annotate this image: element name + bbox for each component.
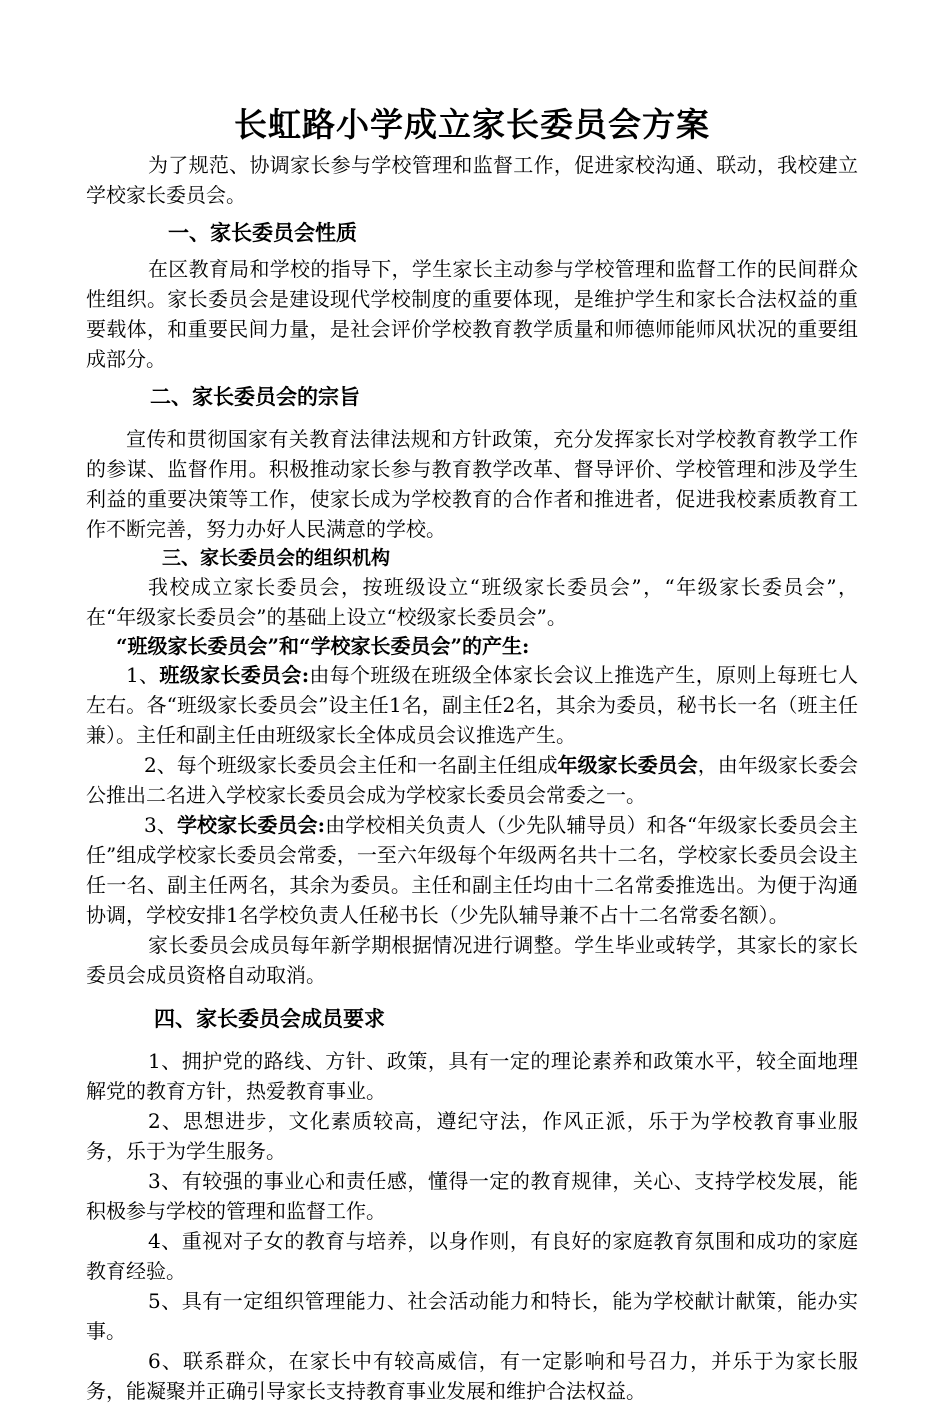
item-1-prefix: 1、 xyxy=(126,663,160,687)
document-title: 长虹路小学成立家长委员会方案 xyxy=(234,105,710,144)
section-3-subheading: “班级家长委员会”和“学校家长委员会”的产生: xyxy=(116,634,530,658)
section-2-heading: 二、家长委员会的宗旨 xyxy=(150,385,360,409)
section-3-item-1 xyxy=(86,660,858,750)
requirement-item: 5、具有一定组织管理能力、社会活动能力和特长，能为学校献计献策，能办实事。 xyxy=(86,1289,858,1343)
requirement-item: 6、联系群众，在家长中有较高威信，有一定影响和号召力，并乐于为家长服务，能凝聚并正确引导家长支持教育事业发展和维护合法权益。 xyxy=(86,1349,858,1403)
section-2-body: 宣传和贯彻国家有关教育法律法规和方针政策，充分发挥家长对学校教育教学工作的参谋、监督作用。积极推动家长参与教育教学改革、督导评价、学校管理和涉及学生利益的重要决策等工作，使家长成为学校教育的合作者和推进者，促进我校素质教育工作不断完善，努力办好人民满意的学校。 xyxy=(86,427,858,541)
section-3-heading: 三、家长委员会的组织机构 xyxy=(162,547,391,569)
item-2-prefix: 2、每个班级家长委员会主任和一名副主任组成 xyxy=(144,753,558,777)
item-3-prefix: 3、 xyxy=(144,813,177,837)
section-3-closing: 家长委员会成员每年新学期根据情况进行调整。学生毕业或转学，其家长的家长委员会成员资格自动取消。 xyxy=(86,933,858,987)
requirement-item: 3、有较强的事业心和责任感，懂得一定的教育规律，关心、支持学校发展，能积极参与学校的管理和监督工作。 xyxy=(86,1169,858,1223)
item-3-bold-label: 学校家长委员会: xyxy=(176,813,326,837)
section-3-item-2 xyxy=(86,750,858,810)
section-1-heading: 一、家长委员会性质 xyxy=(168,221,357,245)
section-3-body: 我校成立家长委员会，按班级设立“班级家长委员会”，“年级家长委员会”，在“年级家长委员会”的基础上设立“校级家长委员会”。 xyxy=(86,575,858,629)
section-4-heading: 四、家长委员会成员要求 xyxy=(154,1007,385,1031)
item-1-text: 由每个班级在班级全体家长会议上推选产生，原则上每班七人左右。各“班级家长委员会”设主任1名，副主任2名，其余为委员，秘书长一名（班主任兼）。主任和副主任由班级家长全体成员会议推选产生。 xyxy=(86,663,858,747)
item-2-bold-label: 年级家长委员会 xyxy=(557,753,698,777)
section-1-body: 在区教育局和学校的指导下，学生家长主动参与学校管理和监督工作的民间群众性组织。家长委员会是建设现代学校制度的重要体现，是维护学生和家长合法权益的重要载体，和重要民间力量，是社会评价学校教育教学质量和师德师能师风状况的重要组成部分。 xyxy=(86,257,858,371)
item-3-text: 由学校相关负责人（少先队辅导员）和各“年级家长委员会主任”组成学校家长委员会常委，一至六年级每个年级两名共十二名，学校家长委员会设主任一名、副主任两名，其余为委员。主任和副主任均由十二名常委推选出。为便于沟通协调，学校安排1名学校负责人任秘书长（少先队辅导兼不占十二名常委名额）。 xyxy=(86,813,858,927)
intro-paragraph: 为了规范、协调家长参与学校管理和监督工作，促进家校沟通、联动，我校建立学校家长委员会。 xyxy=(86,153,858,207)
requirement-item: 2、思想进步，文化素质较高，遵纪守法，作风正派，乐于为学校教育事业服务，乐于为学生服务。 xyxy=(86,1109,858,1163)
requirement-item: 4、重视对子女的教育与培养，以身作则，有良好的家庭教育氛围和成功的家庭教育经验。 xyxy=(86,1229,858,1283)
item-1-bold-label: 班级家长委员会: xyxy=(159,663,310,687)
section-3-item-3 xyxy=(86,810,858,930)
requirement-item: 1、拥护党的路线、方针、政策，具有一定的理论素养和政策水平，较全面地理解党的教育方针，热爱教育事业。 xyxy=(86,1049,858,1103)
item-2-text: ，由年级家长委会公推出二名进入学校家长委员会成为学校家长委员会常委之一。 xyxy=(86,753,859,807)
